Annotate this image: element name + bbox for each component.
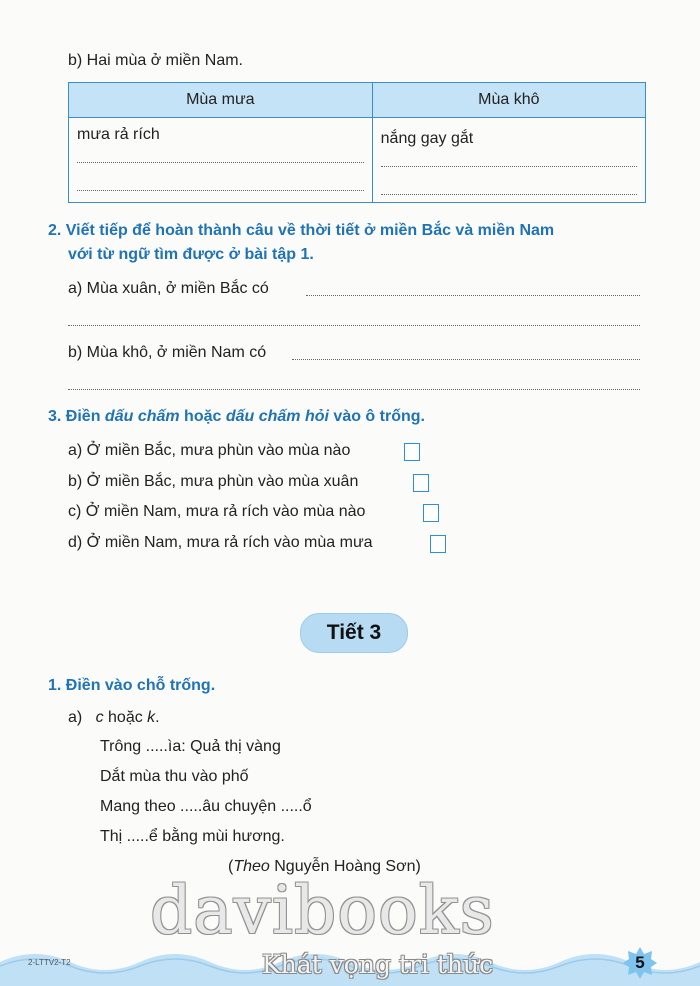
poem-line: Dắt mùa thu vào phố	[100, 768, 249, 785]
q2-item-a: a) Mùa xuân, ở miền Bắc có	[68, 280, 269, 297]
watermark-logo: davibooks	[150, 872, 495, 949]
answer-line[interactable]	[292, 359, 640, 360]
poem-line: Thị .....ể bằng mùi hương.	[100, 828, 285, 845]
q3-item-d: d) Ở miền Nam, mưa rả rích vào mùa mưa	[68, 534, 373, 551]
table-cell-dry[interactable]	[372, 118, 645, 203]
answer-line[interactable]	[306, 295, 640, 296]
page-number	[622, 946, 658, 980]
rainy-value: mưa rả rích	[77, 126, 160, 143]
answer-line[interactable]	[68, 325, 640, 326]
q3-item-c: c) Ở miền Nam, mưa rả rích vào mùa nào	[68, 503, 366, 520]
watermark-tagline: Khát vọng tri thức	[262, 950, 494, 979]
q2-item-b: b) Mùa khô, ở miền Nam có	[68, 344, 267, 361]
section1-item-a: a) c hoặc k.	[68, 709, 160, 726]
table-cell-rainy[interactable]	[69, 118, 373, 203]
answer-box[interactable]	[423, 504, 439, 522]
q3-title: 3. Điền dấu chấm hoặc dấu chấm hỏi vào ô trống.	[48, 408, 425, 425]
table-header-dry: Mùa khô	[372, 83, 645, 118]
answer-box[interactable]	[404, 443, 420, 461]
q2-title-line1: 2. Viết tiếp để hoàn thành câu về thời tiết ở miền Bắc và miền Nam	[48, 222, 555, 239]
answer-box[interactable]	[430, 535, 446, 553]
section1-title: 1. Điền vào chỗ trống.	[48, 677, 216, 694]
q2-title-line2: với từ ngữ tìm được ở bài tập 1.	[68, 246, 314, 263]
table-header-rainy: Mùa mưa	[69, 83, 373, 118]
answer-line[interactable]	[68, 389, 640, 390]
answer-box[interactable]	[413, 474, 429, 492]
seasons-table	[68, 82, 646, 203]
book-code: 2-LTTV2-T2	[28, 958, 71, 967]
q3-item-b: b) Ở miền Bắc, mưa phùn vào mùa xuân	[68, 473, 359, 490]
poem-line: Trông .....ìa: Quả thị vàng	[100, 738, 281, 755]
answer-line[interactable]	[77, 190, 364, 191]
part-b-title: b) Hai mùa ở miền Nam.	[68, 52, 243, 69]
q3-item-a: a) Ở miền Bắc, mưa phùn vào mùa nào	[68, 442, 351, 459]
poem-source: (Theo Nguyễn Hoàng Sơn)	[228, 858, 421, 875]
answer-line[interactable]	[381, 166, 637, 167]
poem-line: Mang theo .....âu chuyện .....ổ	[100, 798, 312, 815]
dry-value: nắng gay gắt	[380, 130, 474, 147]
answer-line[interactable]	[381, 194, 637, 195]
answer-line[interactable]	[77, 162, 364, 163]
lesson-title-badge: Tiết 3	[300, 613, 408, 653]
page-number-text: 5	[635, 953, 645, 972]
